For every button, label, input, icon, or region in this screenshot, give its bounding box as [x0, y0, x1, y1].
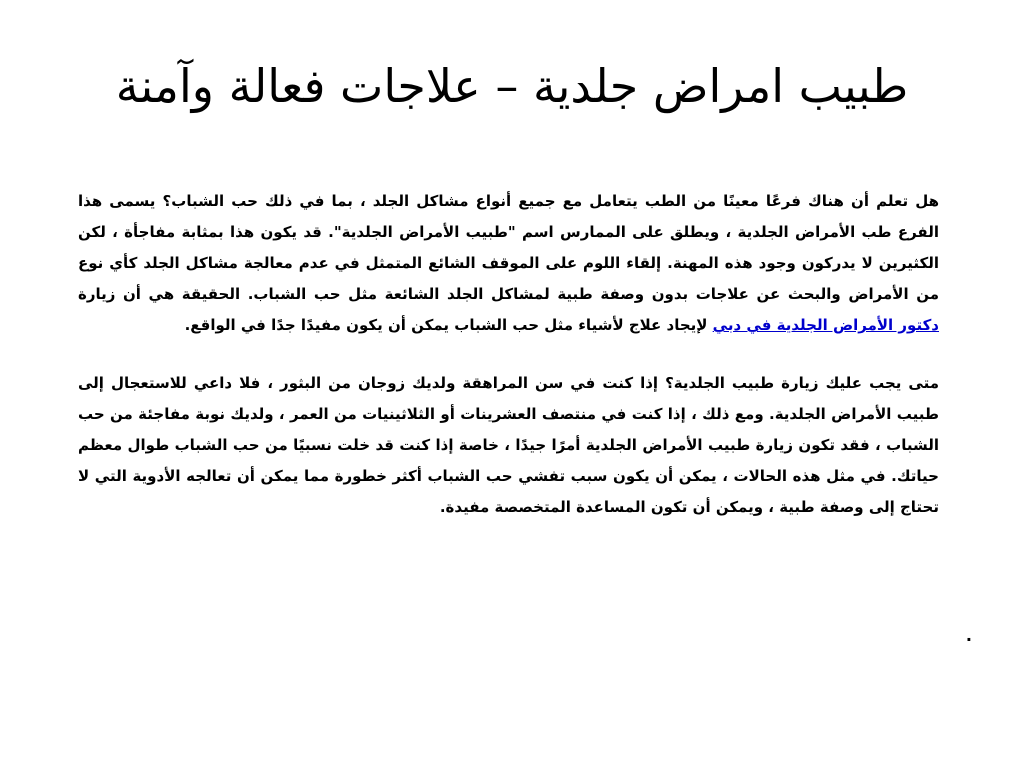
paragraph-acne-dermatology-intro	[78, 186, 939, 341]
paragraph-when-to-visit: متى يجب عليك زيارة طبيب الجلدية؟ إذا كنت في سن المراهقة ولديك زوجان من البثور ، فلا داعي للاستعجال إلى طبيب الأمراض الجلدية. ومع ذلك ، إذا كنت في منتصف العشرينات أو الثلاثينيات من العمر ، ولديك نوبة مفاجئة من حب الشباب ، فقد تكون زيارة طبيب الأمراض الجلدية أمرًا جيدًا ، خاصة إذا كنت قد خلت نسبيًا من حب الشباب طوال معظم حياتك. في مثل هذه الحالات ، يمكن أن يكون سبب تفشي حب الشباب أكثر خطورة مما يمكن أن تعالجه الأدوية التي لا تحتاج إلى وصفة طبية ، ويمكن أن تكون المساعدة المتخصصة مفيدة.	[78, 374, 939, 516]
trailing-dot: .	[965, 626, 972, 645]
paragraph-1-text-before-link: هل تعلم أن هناك فرعًا معينًا من الطب يتعامل مع جميع أنواع مشاكل الجلد ، بما في ذلك حب الشباب؟ يسمى هذا الفرع طب الأمراض الجلدية ، ويطلق على الممارس اسم "طبيب الأمراض الجلدية". قد يكون هذا بمثابة مفاجأة ، لكن الكثيرين لا يدركون وجود هذه المهنة. إلقاء اللوم على الموقف الشائع المتمثل في عدم معالجة مشاكل الجلد كأي نوع من الأمراض والبحث عن علاجات بدون وصفة طبية لمشاكل الجلد الشائعة مثل حب الشباب. الحقيقة هي أن زيارة	[78, 192, 939, 303]
paragraph-1-text-after-link: لإيجاد علاج لأشياء مثل حب الشباب يمكن أن يكون مفيدًا جدًا في الواقع.	[184, 316, 713, 334]
slide-body	[78, 186, 939, 550]
dermatologist-dubai-link[interactable]: دكتور الأمراض الجلدية في دبي	[712, 316, 939, 334]
slide-title: طبيب امراض جلدية – علاجات فعالة وآمنة	[115, 59, 909, 113]
